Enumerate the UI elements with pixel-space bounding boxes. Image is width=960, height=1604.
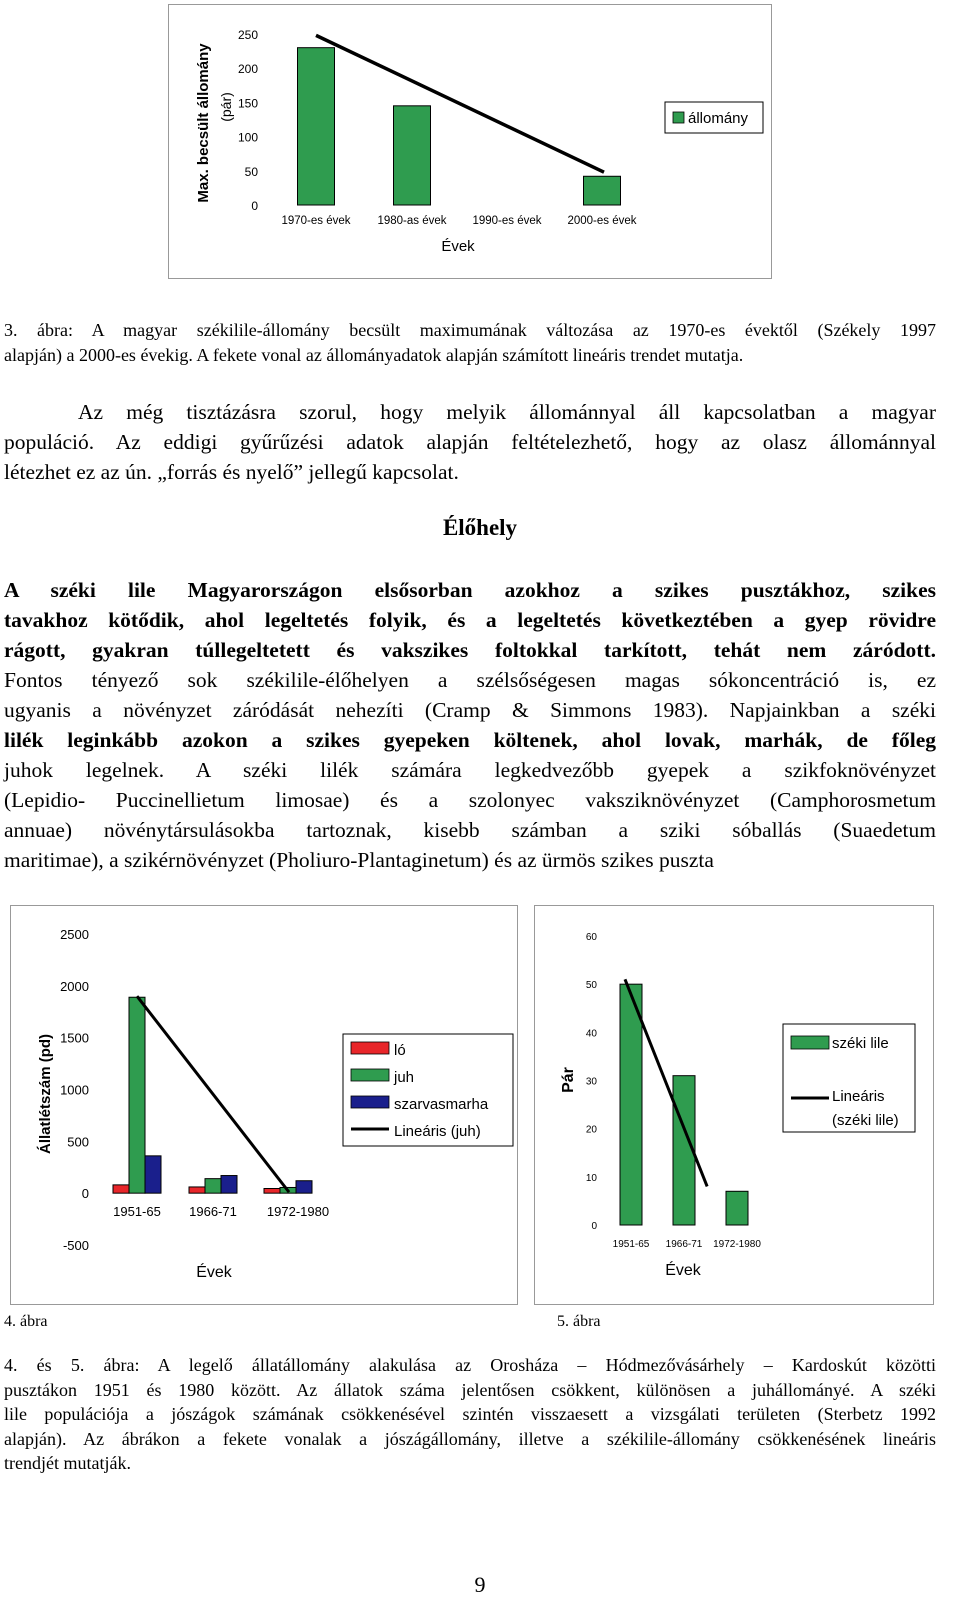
fig3-bar: [584, 176, 621, 205]
fig3-y-axis-unit: (pár): [218, 92, 234, 122]
fig5-y-tick-label: 10: [585, 1172, 597, 1184]
fig5-legend-label-trend-2: (széki lile): [832, 1112, 899, 1129]
fig5-y-tick-label: 50: [585, 980, 597, 992]
fig5-y-tick-label: 40: [585, 1028, 597, 1040]
fig5-x-axis-label: Évek: [665, 1262, 701, 1279]
section-heading: Élőhely: [442, 515, 518, 540]
fig4-bar-juh: [205, 1179, 221, 1194]
fig3-bar: [298, 48, 335, 205]
fig4-legend-swatch: [351, 1042, 389, 1054]
fig4-bar-juh: [129, 997, 145, 1193]
fig5-y-tick-label: 60: [585, 932, 597, 943]
para2-line-2: tavakhoz kötődik, ahol legeltetés folyik, és a legeltetés következtében a gyep rövidre: [4, 608, 936, 632]
fig3-y-tick-label: 200: [237, 62, 258, 77]
fig4-y-tick-label: 2000: [60, 978, 89, 994]
fig5-y-tick-label: 20: [585, 1124, 597, 1136]
caption45-line-1: 4. és 5. ábra: A legelő állatállomány alakulása az Orosháza – Hódmezővásárhely – Kardoskút közötti: [4, 1355, 936, 1375]
para2-line-6: lilék leginkább azokon a szikes gyepeken költenek, ahol lovak, marhák, de főleg: [4, 728, 936, 752]
figure-3-frame: [168, 4, 772, 279]
fig4-y-tick-label: 500: [67, 1134, 89, 1150]
caption45-line-5: trendjét mutatják.: [4, 1453, 131, 1473]
para1-line-2: populáció. Az eddigi gyűrűzési adatok alapján feltételezhető, hogy az olasz állománnyal: [4, 430, 936, 454]
fig3-y-axis-label: Max. becsült állomány: [195, 43, 212, 203]
para2-line-10: maritimae), a szikérnövényzet (Pholiuro-Plantaginetum) és az ürmös szikes puszta: [4, 848, 714, 872]
fig4-x-tick-label: 1951-65: [113, 1204, 161, 1219]
fig3-x-tick-label: 1980-as évek: [377, 215, 447, 227]
fig5-y-axis-label: Pár: [560, 1067, 577, 1093]
fig4-y-tick-label: -500: [62, 1238, 89, 1253]
page-number: 9: [474, 1572, 486, 1597]
para2-line-7: juhok legelnek. A széki lilék számára legkedvezőbb gyepek a szikfoknövényzet: [4, 758, 936, 782]
fig3-trend-line: [316, 35, 604, 172]
fig4-legend-label: ló: [394, 1042, 406, 1059]
para2-line-5: ugyanis a növényzet záródását nehezíti (Cramp & Simmons 1983). Napjainkban a széki: [4, 698, 936, 722]
caption45-line-2: pusztákon 1951 és 1980 között. Az állatok száma jelentősen csökkent, különösen a juhállományé. A széki: [4, 1379, 936, 1400]
paragraph-2: [4, 575, 936, 875]
caption3-line-2: alapján) a 2000-es évekig. A fekete vonal az állományadatok alapján számított lineáris trendet mutatja.: [4, 344, 744, 365]
figure-4-frame: [10, 905, 518, 1305]
figure-5-frame: [534, 905, 934, 1305]
fig3-y-tick-label: 250: [237, 28, 258, 42]
fig4-bar-ló: [264, 1189, 280, 1194]
fig3-x-tick-label: 1990-es évek: [472, 215, 542, 227]
para1-line-1: Az még tisztázásra szorul, hogy melyik állománnyal áll kapcsolatban a magyar: [78, 400, 936, 424]
fig4-x-tick-label: 1972-1980: [266, 1204, 330, 1219]
fig4-bar-szarvasmarha: [221, 1176, 237, 1194]
fig4-y-tick-label: 1000: [60, 1082, 89, 1098]
fig4-y-tick-label: 0: [81, 1186, 89, 1202]
figure-5-label: 5. ábra: [557, 1313, 601, 1330]
fig3-x-tick-label: 1970-es évek: [281, 215, 351, 227]
fig4-x-axis-label: Évek: [196, 1264, 232, 1281]
paragraph-1: [4, 397, 936, 487]
para2-line-9: annuae) növénytársulásokba tartoznak, kisebb számban a sziki sóballás (Suaedetum: [4, 818, 936, 842]
fig3-legend: [665, 102, 763, 133]
figure-3-chart: [169, 5, 771, 278]
fig3-bar: [394, 106, 431, 205]
fig5-legend-label-lile: széki lile: [832, 1035, 889, 1052]
fig5-x-tick-label: 1966-71: [665, 1239, 703, 1250]
fig5-bar: [620, 984, 642, 1225]
figure-4-chart: [11, 906, 517, 1304]
para2-line-8: (Lepidio- Puccinellietum limosae) és a szolonyec vaksziknövényzet (Camphorosmetum: [4, 788, 936, 812]
fig4-y-axis-label: Állatlétszám (pd): [37, 1033, 54, 1155]
caption45-line-4: alapján). Az ábrákon a fekete vonalak a jószágállomány, illetve a székilile-állomány csökkenésének lineáris: [4, 1428, 936, 1449]
fig4-legend: [343, 1034, 513, 1146]
fig4-legend-label: Lineáris (juh): [394, 1123, 481, 1140]
fig3-y-tick-label: 50: [244, 164, 258, 179]
para2-line-1: A széki lile Magyarországon elsősorban azokhoz a szikes pusztákhoz, szikes: [4, 578, 936, 602]
fig4-x-tick-label: 1966-71: [189, 1204, 237, 1219]
fig5-x-tick-label: 1951-65: [612, 1239, 650, 1250]
fig5-legend-label-trend-1: Lineáris: [832, 1088, 885, 1105]
para2-line-4: Fontos tényező sok székilile-élőhelyen a szélsőségesen magas sókoncentráció is, ez: [4, 668, 936, 692]
fig4-bar-ló: [113, 1185, 129, 1193]
caption45-line-3: lile populációja a jószágok számának csökkenésével szintén visszaesett a vizsgálati területen (Sterbetz 1992: [4, 1404, 936, 1424]
fig3-x-axis-label: Évek: [441, 238, 475, 255]
fig5-legend: [783, 1024, 915, 1132]
fig4-bar-szarvasmarha: [145, 1156, 161, 1193]
fig4-y-tick-label: 2500: [60, 927, 89, 942]
fig3-legend-swatch: [673, 112, 684, 123]
fig3-y-tick-label: 150: [237, 96, 258, 111]
fig3-x-tick-label: 2000-es évek: [567, 215, 637, 227]
fig3-y-tick-label: 100: [237, 130, 258, 145]
figure-3-caption: [4, 318, 936, 367]
fig5-y-tick-label: 0: [591, 1221, 597, 1232]
fig3-legend-label: állomány: [688, 110, 749, 127]
caption3-line-1: 3. ábra: A magyar székilile-állomány becsült maximumának változása az 1970-es évektől (Székely 1997: [4, 320, 936, 340]
figure-5-chart: [535, 906, 933, 1304]
fig4-legend-swatch: [351, 1096, 389, 1108]
fig4-y-tick-label: 1500: [60, 1030, 89, 1046]
fig3-y-tick-label: 0: [251, 199, 258, 213]
fig4-bar-szarvasmarha: [296, 1181, 312, 1193]
fig5-y-tick-label: 30: [585, 1076, 597, 1088]
para2-line-3: rágott, gyakran túllegeltetett és vakszikes foltokkal tarkított, tehát nem záródott.: [4, 638, 936, 662]
fig5-legend-swatch-lile: [791, 1036, 829, 1049]
fig4-legend-label: szarvasmarha: [394, 1096, 489, 1113]
fig4-legend-label: juh: [394, 1069, 415, 1086]
figure-45-caption: [4, 1353, 936, 1476]
fig4-bar-ló: [189, 1187, 205, 1193]
figure-4-label: 4. ábra: [4, 1313, 48, 1330]
fig5-bar: [726, 1191, 748, 1225]
fig4-legend-swatch: [351, 1069, 389, 1081]
para1-line-3: létezhet ez az ún. „forrás és nyelő” jellegű kapcsolat.: [4, 460, 459, 484]
fig5-x-tick-label: 1972-1980: [713, 1239, 761, 1250]
